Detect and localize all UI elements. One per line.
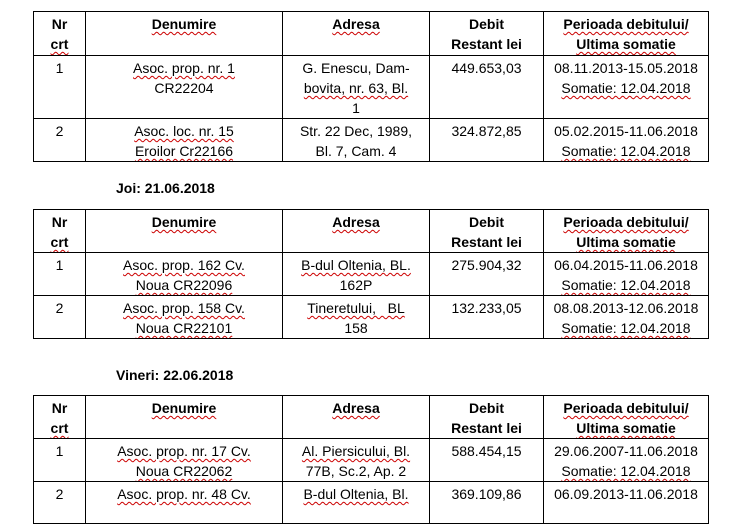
header-denumire: Denumire (86, 210, 283, 253)
header-denumire: Denumire (86, 396, 283, 439)
cell-debit: 132.233,05 (430, 296, 544, 339)
cell-denumire: Asoc. loc. nr. 15 Eroilor Cr22166 (86, 119, 283, 162)
table-header (34, 396, 709, 439)
cell-debit: 588.454,15 (430, 439, 544, 482)
header-adresa: Adresa (283, 396, 430, 439)
cell-denumire: Asoc. prop. nr. 1 CR22204 (86, 56, 283, 119)
cell-adresa: G. Enescu, Dam- bovita, nr. 63, Bl. 1 (283, 56, 430, 119)
cell-denumire: Asoc. prop. 162 Cv. Noua CR22096 (86, 253, 283, 296)
cell-perioada: 06.04.2015-11.06.2018 Somatie: 12.04.2018 (544, 253, 709, 296)
cell-adresa: B-dul Oltenia, Bl. (283, 482, 430, 524)
table-row (34, 119, 709, 162)
table-row (34, 56, 709, 119)
header-debit: Debit Restant lei (430, 12, 544, 56)
cell-nr: 2 (34, 119, 86, 162)
table-header (34, 210, 709, 253)
section-title-vineri: Vineri: 22.06.2018 (116, 367, 234, 383)
cell-denumire: Asoc. prop. nr. 17 Cv. Noua CR22062 (86, 439, 283, 482)
cell-nr: 2 (34, 296, 86, 339)
cell-perioada: 05.02.2015-11.06.2018 Somatie: 12.04.2018 (544, 119, 709, 162)
cell-debit: 324.872,85 (430, 119, 544, 162)
cell-denumire: Asoc. prop. 158 Cv. Noua CR22101 (86, 296, 283, 339)
header-debit: Debit Restant lei (430, 210, 544, 253)
cell-adresa: Str. 22 Dec, 1989, Bl. 7, Cam. 4 (283, 119, 430, 162)
cell-nr: 1 (34, 56, 86, 119)
header-nr: Nr crt (34, 12, 86, 56)
header-nr: Nr crt (34, 396, 86, 439)
table-row (34, 253, 709, 296)
cell-nr: 2 (34, 482, 86, 524)
table-header (34, 12, 709, 56)
cell-adresa: Tineretului, BL 158 (283, 296, 430, 339)
cell-denumire: Asoc. prop. nr. 48 Cv. (86, 482, 283, 524)
debt-table-2 (33, 209, 709, 339)
cell-perioada: 29.06.2007-11.06.2018 Somatie: 12.04.2018 (544, 439, 709, 482)
header-denumire: Denumire (86, 12, 283, 56)
cell-nr: 1 (34, 253, 86, 296)
clipped-heading-fragment (128, 0, 238, 3)
debt-table-3 (33, 395, 709, 524)
header-nr: Nr crt (34, 210, 86, 253)
table-row (34, 296, 709, 339)
cell-perioada: 08.08.2013-12.06.2018 Somatie: 12.04.2018 (544, 296, 709, 339)
table-row (34, 482, 709, 524)
cell-debit: 275.904,32 (430, 253, 544, 296)
cell-perioada: 06.09.2013-11.06.2018 (544, 482, 709, 524)
cell-adresa: B-dul Oltenia, BL. 162P (283, 253, 430, 296)
table-row (34, 439, 709, 482)
cell-debit: 449.653,03 (430, 56, 544, 119)
header-adresa: Adresa (283, 210, 430, 253)
debt-table-1 (33, 11, 709, 162)
header-perioada: Perioada debitului/ Ultima somatie (544, 12, 709, 56)
header-adresa: Adresa (283, 12, 430, 56)
header-perioada: Perioada debitului/ Ultima somatie (544, 396, 709, 439)
cell-perioada: 08.11.2013-15.05.2018 Somatie: 12.04.2018 (544, 56, 709, 119)
cell-debit: 369.109,86 (430, 482, 544, 524)
cell-nr: 1 (34, 439, 86, 482)
section-title-joi: Joi: 21.06.2018 (116, 180, 215, 196)
header-perioada: Perioada debitului/ Ultima somatie (544, 210, 709, 253)
header-debit: Debit Restant lei (430, 396, 544, 439)
cell-adresa: Al. Piersicului, Bl. 77B, Sc.2, Ap. 2 (283, 439, 430, 482)
